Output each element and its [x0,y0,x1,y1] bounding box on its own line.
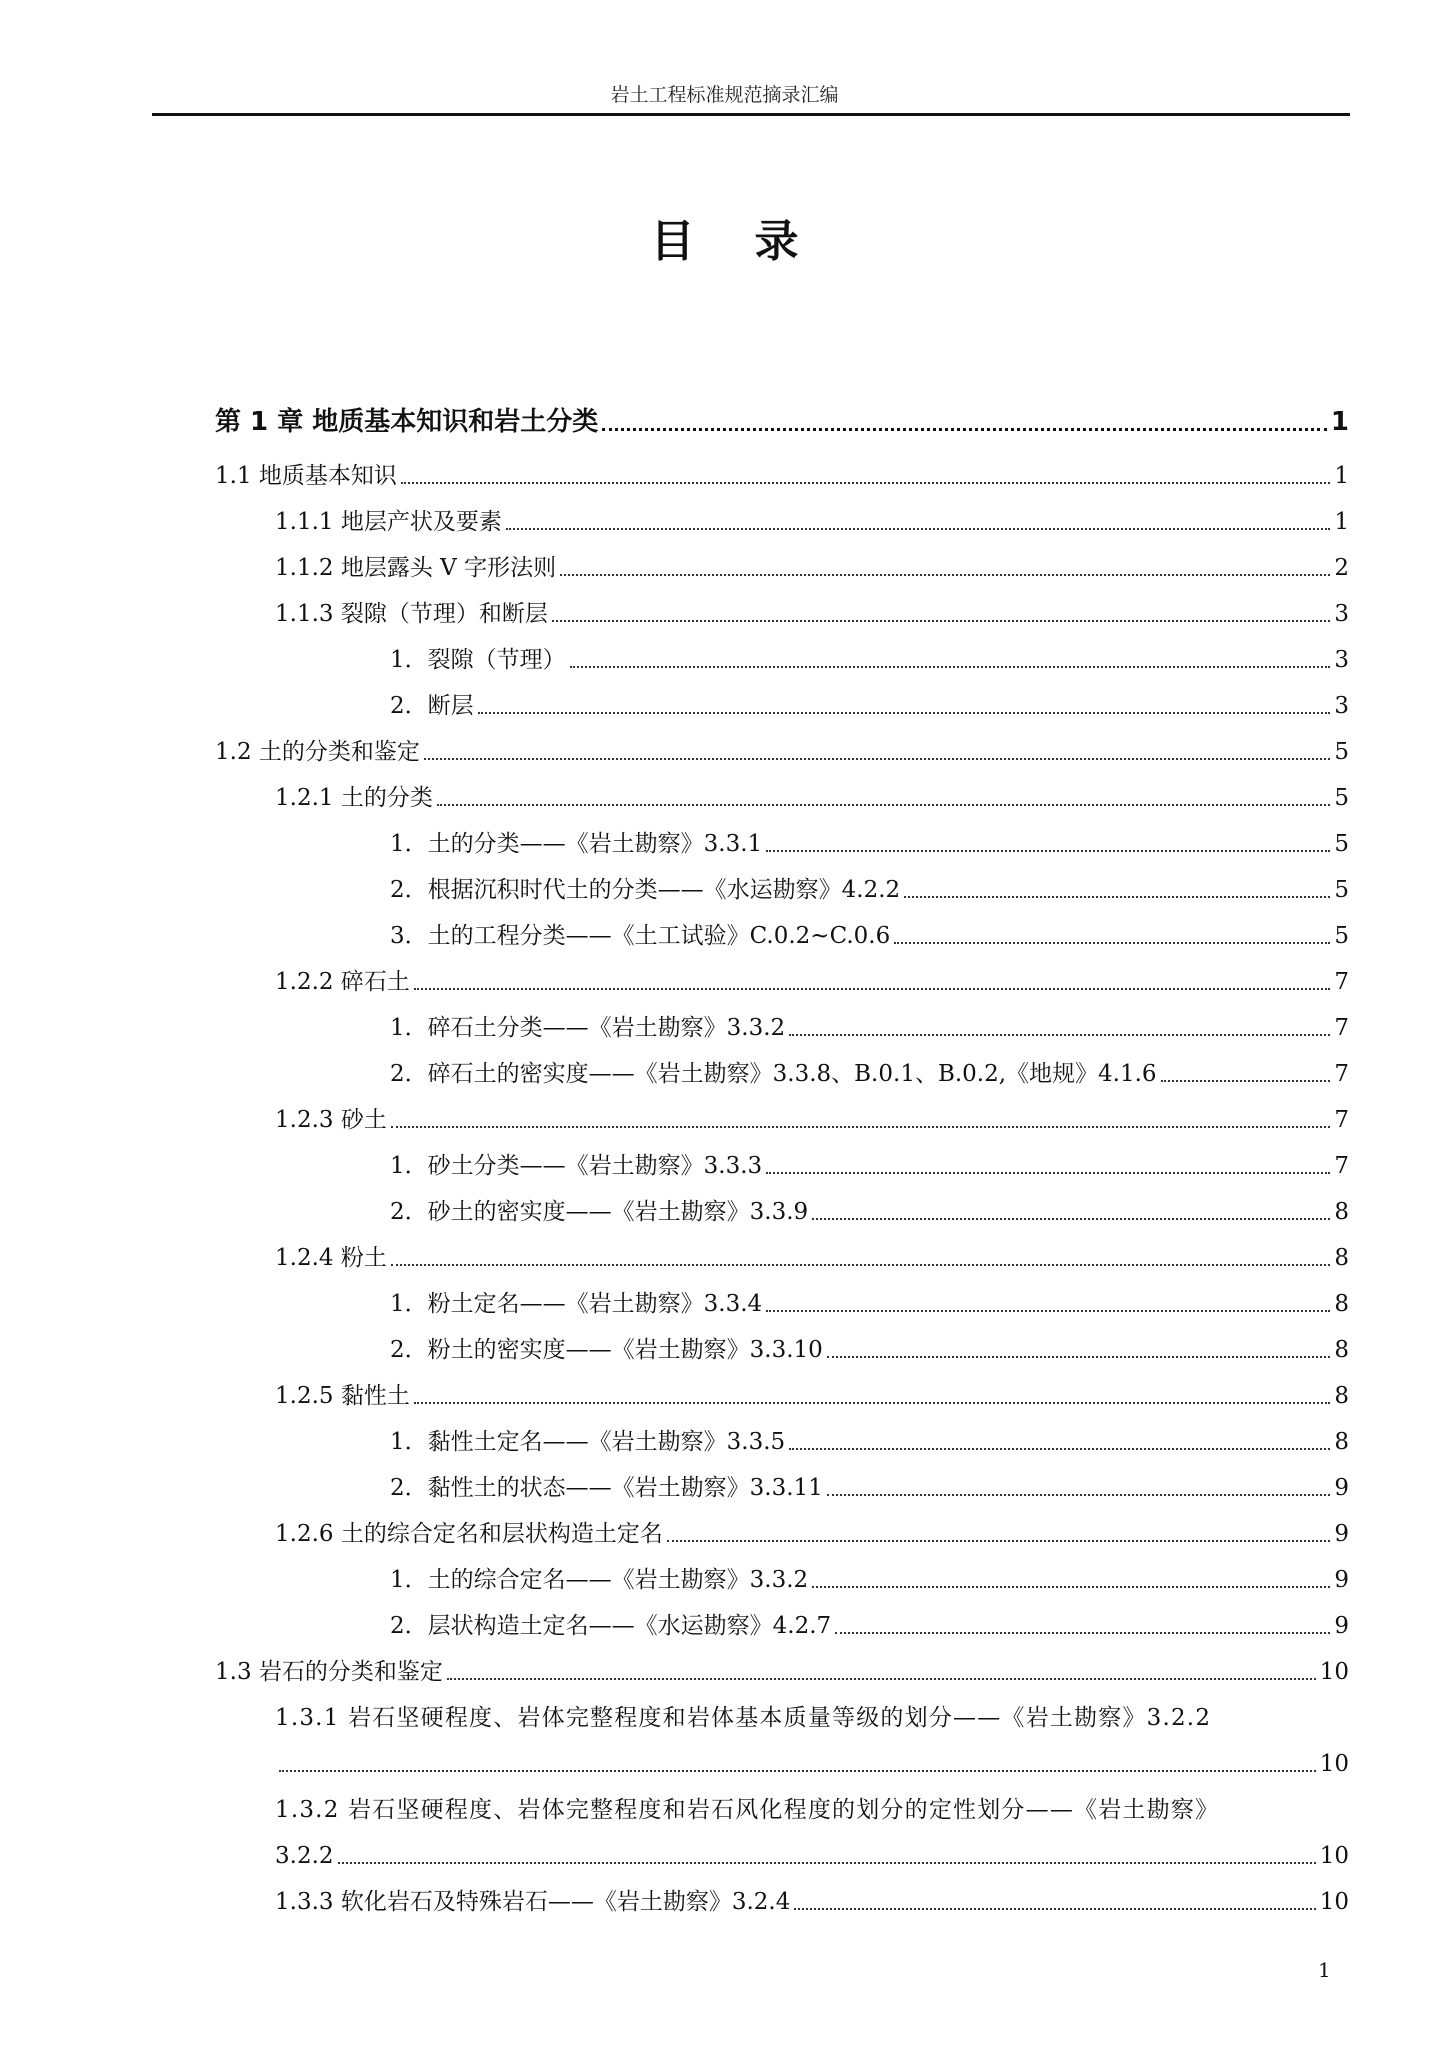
toc-subsection-1-2-3[interactable] [275,1089,1349,1135]
toc-entry-label: 1．裂隙（节理） [390,647,566,673]
toc-subsection-1-3-2-continued[interactable] [275,1825,1349,1871]
toc-entry-label: 2．根据沉积时代土的分类——《水运勘察》4.2.2 [390,877,901,903]
toc-entry-page: 10 [1319,1843,1349,1869]
toc-entry-page: 10 [1319,1659,1349,1685]
toc-entry-page: 10 [1319,1889,1349,1915]
toc-entry-label: 1.3.3 软化岩石及特殊岩石——《岩土勘察》3.2.4 [275,1889,791,1915]
toc-entry-label: 1．黏性土定名——《岩土勘察》3.3.5 [390,1429,786,1455]
dot-leader [414,988,1331,990]
toc-entry-label: 1.2.1 土的分类 [275,785,433,811]
dot-leader [766,850,1330,852]
toc-subsection-1-3-3[interactable] [275,1871,1349,1917]
dot-leader [279,1770,1316,1772]
toc-entry-page: 3 [1334,601,1349,627]
dot-leader [338,1862,1316,1864]
dot-leader [1161,1080,1331,1082]
dot-leader [560,574,1330,576]
toc-entry-page: 1 [1330,407,1349,437]
toc-item[interactable] [390,1273,1349,1319]
toc-subsection-1-2-1[interactable] [275,767,1349,813]
toc-entry-page: 5 [1334,785,1349,811]
toc-subsection-1-2-5[interactable] [275,1365,1349,1411]
dot-leader [789,1448,1330,1450]
toc-entry-page: 3 [1334,647,1349,673]
dot-leader [414,1402,1331,1404]
page-title: 目录 [650,216,859,267]
toc-entry-label: 3.2.2 [275,1843,334,1869]
toc-entry-label: 1.3.1 岩石坚硬程度、岩体完整程度和岩体基本质量等级的划分——《岩土勘察》3.2.2 [275,1705,1212,1731]
toc-entry-page: 8 [1334,1383,1349,1409]
toc-entry-page: 7 [1334,969,1349,995]
toc-item[interactable] [390,859,1349,905]
toc-entry-label: 1．砂土分类——《岩土勘察》3.3.3 [390,1153,763,1179]
toc-entry-label: 2．碎石土的密实度——《岩土勘察》3.3.8、B.0.1、B.0.2,《地规》4.1.6 [390,1061,1157,1087]
toc-entry-page: 8 [1334,1291,1349,1317]
toc-entry-page: 9 [1334,1567,1349,1593]
toc-entry-label: 2．黏性土的状态——《岩土勘察》3.3.11 [390,1475,823,1501]
toc-entry-page: 5 [1334,877,1349,903]
toc-entry-label: 1.1.2 地层露头 V 字形法则 [275,555,557,581]
page-number: 1 [1318,1958,1331,1982]
toc-item[interactable] [390,1135,1349,1181]
toc-entry-page: 8 [1334,1245,1349,1271]
toc-entry-page: 8 [1334,1337,1349,1363]
dot-leader [794,1908,1315,1910]
toc-entry-page: 1 [1334,509,1349,535]
toc-subsection-1-2-2[interactable] [275,951,1349,997]
toc-section-1-1[interactable] [215,445,1349,491]
toc-entry-label: 1．碎石土分类——《岩土勘察》3.3.2 [390,1015,786,1041]
toc-entry-page: 7 [1334,1107,1349,1133]
toc-entry-page: 8 [1334,1429,1349,1455]
toc-item[interactable] [390,997,1349,1043]
dot-leader [827,1494,1331,1496]
toc-entry-label: 3．土的工程分类——《土工试验》C.0.2~C.0.6 [390,923,891,949]
toc-entry-label: 1.3.2 岩石坚硬程度、岩体完整程度和岩石风化程度的划分的定性划分——《岩土勘察》 [275,1797,1220,1823]
toc-entry-label: 1.2.6 土的综合定名和层状构造土定名 [275,1521,663,1547]
toc-entry-page: 1 [1334,463,1349,489]
dot-leader [506,528,1331,530]
toc-section-1-3[interactable] [215,1641,1349,1687]
toc-item[interactable] [390,905,1349,951]
dot-leader [570,666,1331,668]
toc-entry-label: 2．粉土的密实度——《岩土勘察》3.3.10 [390,1337,823,1363]
toc-entry-label: 2．断层 [390,693,474,719]
toc-subsection-1-2-4[interactable] [275,1227,1349,1273]
dot-leader [812,1586,1330,1588]
toc-entry-page: 5 [1334,923,1349,949]
dot-leader [447,1678,1316,1680]
toc-entry-page: 5 [1334,831,1349,857]
toc-entry-page: 10 [1319,1751,1349,1777]
toc-subsection-1-1-3[interactable] [275,583,1349,629]
dot-leader [789,1034,1330,1036]
toc-entry-label: 第 1 章 地质基本知识和岩土分类 [215,407,599,437]
dot-leader [904,896,1330,898]
toc-entry-page: 3 [1334,693,1349,719]
toc-entry-page: 9 [1334,1521,1349,1547]
toc-entry-label: 1.2.4 粉土 [275,1245,387,1271]
toc-entry-label: 1.2.3 砂土 [275,1107,387,1133]
toc-entry-page: 7 [1334,1015,1349,1041]
toc-chapter-1[interactable] [215,391,1349,437]
toc-entry-page: 7 [1334,1061,1349,1087]
toc-entry-page: 2 [1334,555,1349,581]
toc-item[interactable] [390,1549,1349,1595]
toc-item[interactable] [390,1043,1349,1089]
toc-subsection-1-3-1[interactable] [275,1687,1349,1733]
dot-leader [391,1264,1331,1266]
toc-entry-label: 1.2.2 碎石土 [275,969,410,995]
dot-leader [766,1310,1330,1312]
running-header: 岩土工程标准规范摘录汇编 [610,84,839,106]
dot-leader [835,1632,1330,1634]
dot-leader [602,428,1327,431]
toc-item[interactable] [390,1595,1349,1641]
dot-leader [391,1126,1331,1128]
toc-entry-label: 1.2 土的分类和鉴定 [215,739,420,765]
dot-leader [478,712,1331,714]
toc-section-1-2[interactable] [215,721,1349,767]
dot-leader [424,758,1330,760]
toc-entry-page: 5 [1334,739,1349,765]
toc-item[interactable] [390,1457,1349,1503]
toc-entry-label: 2．砂土的密实度——《岩土勘察》3.3.9 [390,1199,809,1225]
toc-item[interactable] [390,813,1349,859]
toc-entry-label: 1.1.3 裂隙（节理）和断层 [275,601,548,627]
toc-subsection-1-3-2[interactable] [275,1779,1349,1825]
toc-subsection-1-2-6[interactable] [275,1503,1349,1549]
toc-subsection-1-1-1[interactable] [275,491,1349,537]
toc-entry-label: 1．土的综合定名——《岩土勘察》3.3.2 [390,1567,809,1593]
toc-entry-label: 1．土的分类——《岩土勘察》3.3.1 [390,831,763,857]
toc-entry-page: 7 [1334,1153,1349,1179]
toc-subsection-1-1-2[interactable] [275,537,1349,583]
dot-leader [552,620,1331,622]
toc-item[interactable] [390,1411,1349,1457]
toc-entry-label: 1.3 岩石的分类和鉴定 [215,1659,443,1685]
toc-entry-page: 9 [1334,1613,1349,1639]
toc-entry-label: 2．层状构造土定名——《水运勘察》4.2.7 [390,1613,832,1639]
toc-entry-label: 1.1.1 地层产状及要素 [275,509,502,535]
toc-item[interactable] [390,675,1349,721]
dot-leader [812,1218,1330,1220]
dot-leader [401,482,1330,484]
toc-entry-label: 1.2.5 黏性土 [275,1383,410,1409]
toc-entry-label: 1.1 地质基本知识 [215,463,397,489]
dot-leader [667,1540,1331,1542]
toc-item[interactable] [390,1181,1349,1227]
dot-leader [894,942,1330,944]
toc-entry-label: 1．粉土定名——《岩土勘察》3.3.4 [390,1291,763,1317]
toc-entry-page: 8 [1334,1199,1349,1225]
dot-leader [827,1356,1331,1358]
toc-item[interactable] [390,629,1349,675]
dot-leader [437,804,1331,806]
toc-entry-page: 9 [1334,1475,1349,1501]
toc-item[interactable] [390,1319,1349,1365]
toc-subsection-1-3-1-continued[interactable] [275,1733,1349,1779]
dot-leader [766,1172,1330,1174]
